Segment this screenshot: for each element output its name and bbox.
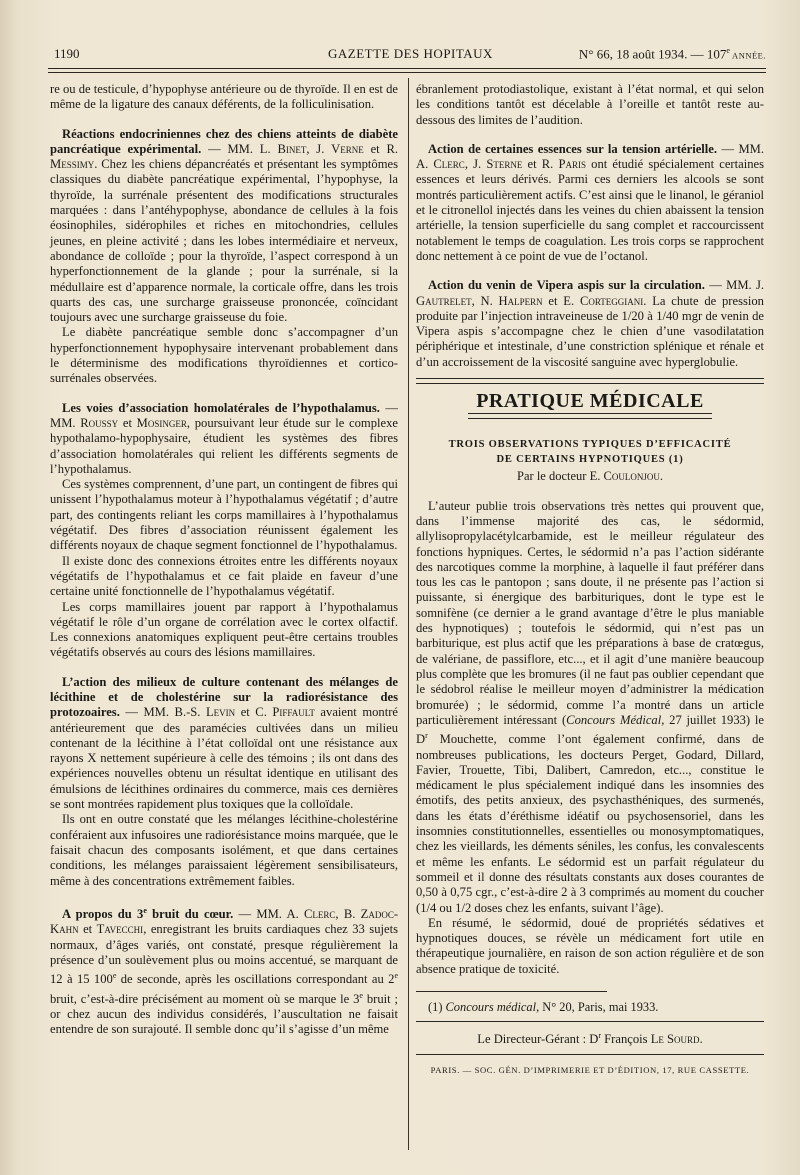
section-paragraph <box>416 278 764 370</box>
director-line <box>416 1028 764 1047</box>
reference-title: Concours Médical <box>566 712 662 727</box>
body-paragraph: Ces systèmes comprennent, d’une part, un contingent de fibres qui unissent l’hypothalamus moteur à l’hypothalamus végétatif ; d’autre part, des contingents reliant les corps mamillaires à l’hypothalamus végétatif. Des fibres d’association réunissent également les différents noyaux de chaque segment fonctionnel de l’hypothalamus. <box>50 477 398 553</box>
author-name: Tavecchi <box>96 922 144 937</box>
author-name: Halpern <box>498 293 543 308</box>
issue-suffix: ANNÉE. <box>729 50 766 61</box>
section-culture-media <box>50 675 398 889</box>
continuation-paragraph: ébranlement protodiastolique, existant à l’état normal, et qui selon les conditions tantôt est décelable à l’oreille et tantôt reste au-dessous des limites de l’audition. <box>416 82 764 127</box>
author-name: Sterne <box>486 157 523 172</box>
body-text: avaient montré antérieurement que des paramécies cultivées dans un milieu contenant de la lécithine à l’état colloïdal ont une résistance aux rayons X nettement supérieure à celle des témoins ; ils ont dans des expériences nouvelles obtenu un résultat identique en utilisant des émulsions de lécithines ordinaires du commerce, mais ces dernières se sont montrées rapidement plus toxiques que la colloïdale. <box>50 705 398 812</box>
title-text: bruit du cœur. <box>146 907 234 922</box>
journal-title: GAZETTE DES HOPITAUX <box>328 46 493 61</box>
left-column <box>50 82 398 1038</box>
author-prefix: Par le docteur E. <box>517 469 604 484</box>
body-text: bruit ; or chez aucun des individus considérés, l’auscultation ne faisait entendre de son surajouté. Il semble donc qu’il s’agisse d’un même <box>50 991 398 1037</box>
section-title: L’action des milieux de culture contenant des mélanges de lécithine et de cholestérine sur la radiorésistance des protozoaires. <box>50 674 398 720</box>
footnote-reference: Concours médical <box>445 1000 537 1015</box>
authors-text: — MM. B.-S. <box>119 705 206 720</box>
section-paragraph <box>50 903 398 1038</box>
author-name: Coulonjou <box>603 469 660 484</box>
director-firstname: François <box>601 1032 651 1047</box>
rubric-title: PRATIQUE MÉDICALE <box>476 390 704 413</box>
author-name: Verne <box>331 141 364 156</box>
body-text: , enregistrant les bruits cardiaques chez 33 sujets normaux, d’âges variés, ont constaté, presque régulièrement la présence d’un soulèvement plus ou moins accentué, se marquant de 12 à 15 100 <box>50 922 398 987</box>
author-name: Levin <box>205 705 236 720</box>
body-text: , poursuivant leur étude sur le complexe hypothalamo-hypophysaire, étudient les systèmes des fibres d’association homolatérales qui relient les différents segments de l’hypothalamus. <box>50 415 398 476</box>
body-text: ont étudié spécialement certaines essences et leurs dérivés. Parmi ces derniers les alcools se sont montrés particulièrement actifs. C’est ainsi que le linanol, le géraniol et le citronellol injectés dans les veines du chien abaissent la tension artérielle, la tension superficielle du sang complet et raccourcissent notablement le temps de coagulation. Les trois corps se rapprochent donc nettement à ce point de vue de l’octanol. <box>416 157 764 263</box>
director-surname: Le Sourd <box>650 1032 700 1047</box>
author-name: Piffault <box>272 705 315 720</box>
section-paragraph <box>50 675 398 813</box>
body-paragraph: Ils ont en outre constaté que les mélanges lécithine-cholestérine conféraient aux infusoires une radiorésistance moins marquée, que le faisait chacun des composants isolément, et que dans certaines conditions, les mélanges paraissaient légèrement sensibilisateurs, même à des concentrations extrêmement faibles. <box>50 812 398 888</box>
printer-imprint: PARIS. — SOC. GÉN. D’IMPRIMERIE ET D’ÉDITION, 17, RUE CASSETTE. <box>430 1064 750 1075</box>
director-label: Le Directeur-Gérant : D <box>477 1032 599 1047</box>
printer-rule <box>416 1054 764 1055</box>
body-text: L’auteur publie trois observations très nettes qui prouvent que, dans l’immense majorité des cas, le sédormid, allylisopropylacétylcarbamide, est le meilleur régulateur des fonctions hypniques. Certes, le sédormid n’a pas l’action sidérante des narcotiques comme la morphine, à laquelle il faut préférer dans tous les cas le pantopon ; sans doute, il ne présente pas l’action si puissante, si énergique des barbituriques, dont le type est le somnifène (ce dernier a le grand avantage d’être le plus maniable des hypnotiques) ; toutefois le sédormid, qui n’est pas un barbiturique, est plus actif que les préparations à base de cratœgus, de valériane, de passiflore, etc..., et il agit d’une manière beaucoup plus complète que les bromures (il ne faut pas oublier cependant que le sédobrol réalise le meilleur moyen d’administrer la médication bromurée) ; le sédormid, comme l’a montré dans un article particulièrement intéressant ( <box>416 498 764 727</box>
authors-text: — MM. <box>50 400 398 430</box>
article-author <box>416 469 764 484</box>
section-title: Les voies d’association homolatérales de l’hypothalamus. <box>62 400 380 415</box>
sup-text: r <box>425 731 428 741</box>
author-name: Paris <box>558 157 586 172</box>
title-text: A propos du 3 <box>62 907 144 922</box>
author-suffix: . <box>659 469 663 484</box>
authors-text: — MM. A. <box>233 907 305 922</box>
author-name: Messimy <box>50 157 95 172</box>
body-paragraph: Il existe donc des connexions étroites entre les différents noyaux végétatifs de l’hypothalamus et ce fait plaide en faveur d’une certaine unité fonctionnelle de l’hypothalamus végétatif. <box>50 553 398 599</box>
author-name: Roussy <box>80 415 119 430</box>
body-text: . La chute de pression produite par l’injection intraveineuse de 1/20 à 1/40 mgr de venin de Vipera aspis s’accompagne chez le chien d’une vasodilatation périphérique et intestinale, d’une constriction splénique et rénale et d’un accroissement de la viscosité sanguine avec hyperglobulie. <box>416 293 764 369</box>
header-rule <box>48 68 766 69</box>
page-number: 1190 <box>54 46 80 61</box>
section-paragraph <box>416 142 764 264</box>
column-separator <box>408 78 409 1150</box>
article-title <box>416 437 764 467</box>
body-text: , 27 juillet 1933) le D <box>416 712 765 747</box>
authors-text: , B. <box>335 907 361 922</box>
sup-text: e <box>394 971 398 981</box>
author-name: Clerc <box>433 157 465 172</box>
director-rule <box>416 1021 764 1022</box>
section-vipera-venom <box>416 278 764 370</box>
section-title: Action de certaines essences sur la tension artérielle. <box>428 141 718 156</box>
author-name: Gautrelet <box>416 293 472 308</box>
article-title-line: TROIS OBSERVATIONS TYPIQUES D’EFFICACITÉ <box>448 439 732 451</box>
article-title-line: DE CERTAINS HYPNOTIQUES (1) <box>496 454 684 466</box>
right-column <box>416 82 764 1078</box>
body-text: bruit, c’est-à-dire précisément au moment où se marque le 3 <box>50 991 360 1006</box>
authors-text: et C. <box>235 705 273 720</box>
authors-text: et <box>118 415 137 430</box>
sup-text: r <box>598 1031 602 1041</box>
author-name: Binet <box>277 141 307 156</box>
authors-text: et R. <box>363 141 399 156</box>
section-title: Réactions endocriniennes chez des chiens atteints de diabète pancréatique expérimental. <box>50 126 398 156</box>
body-text: Mouchette, comme l’ont également confirmé, dans de nombreuses publications, les docteurs Perget, Godard, Dillard, Favier, Trouette, Tibi, Dalibert, Camredon, etc..., constitue le médicament le plus spécialement indiqué dans les insomnies des émotifs, des petits anxieux, des psychasthéniques, des surmenés, dans les états d’éréthisme idéatif ou psychosensoriel, dans les insomnies constitutionnelles, essentielles ou monosymptomatiques, chez les vieillards, les déments séniles, les confus, les convalescents et même les enfants. Le sédormid est un parfait régulateur du sommeil et il donne des résultats constants aux doses courantes de 0,50 à 0,75 cgr., c’est-à-dire 2 à 3 comprimés au moment du coucher (1/4 ou 1/2 doses chez les enfants, suivant l’âge). <box>416 732 764 915</box>
body-text: de seconde, après les oscillations correspondant au 2 <box>116 972 395 987</box>
article-paragraph <box>416 499 764 916</box>
sup-text: e <box>112 971 117 981</box>
authors-text: — MM. L. <box>201 141 278 156</box>
author-name: Clerc <box>304 907 336 922</box>
authors-text: — MM. J. <box>704 278 765 293</box>
body-paragraph: Les corps mamillaires jouent par rapport à l’hypothalamus végétatif le rôle d’un organe de corrélation avec le cortex olfactif. Les connexions anatomiques expliquent peut-être certains troubles végétatifs observés au cours des lésions mamillaires. <box>50 599 398 660</box>
authors-text: , J. <box>306 141 332 156</box>
authors-text: , N. <box>471 293 499 308</box>
intro-paragraph: re ou de testicule, d’hypophyse antérieure ou de thyroïde. Il en est de même de la ligature des canaux déférents, de la folliculinisation. <box>50 82 398 112</box>
author-name: Corteggiani <box>579 293 644 308</box>
director-suffix: . <box>699 1032 703 1047</box>
footnote <box>416 1000 764 1015</box>
section-third-heart-sound <box>50 903 398 1038</box>
sup-text: e <box>359 990 363 1000</box>
authors-text: et <box>78 922 97 937</box>
authors-text: et R. <box>522 157 559 172</box>
author-name: Zadoc-Kahn <box>50 907 399 937</box>
page-header <box>48 40 766 62</box>
rubric-rule-bottom <box>468 413 712 419</box>
body-text: . Chez les chiens dépancréatés et présentant les symptômes classiques du diabète pancréatique expérimental, l’hypophyse, la thyroïde, la surrénale présentent des modifications structurales marquées : dans l’antéhypophyse, abondance de cellules à la fois éosinophiles, sidérophiles et riches en mitochondries, cellules jeunes, en pleine activité ; dans les lobes intermédiaire et nerveux, abondance de colloïde ; pour la thyroïde, l’aspect correspond à un hyperfonctionnement de la glande ; pour la surrénale, si la médullaire est d’apparence normale, la corticale offre, dans les trois quarts des cas, une surcharge graisseuse prononcée, coïncidant toujours avec une surcharge graisseuse du foie. <box>50 157 398 325</box>
issue-info <box>579 46 766 62</box>
title-sup: e <box>143 905 147 915</box>
issue-text: N° 66, 18 août 1934. — 107 <box>578 46 727 62</box>
body-paragraph: Le diabète pancréatique semble donc s’accompagner d’un hyperfonctionnement hypophysaire intervenant probablement dans le déterminisme des modifications thyroïdiennes et cortico-surrénales observées. <box>50 325 398 386</box>
section-endocrine-reactions <box>50 127 398 387</box>
footnote-number: (1) <box>428 1000 446 1015</box>
authors-text: — MM. A. <box>416 141 764 172</box>
footnote-rule <box>416 991 607 992</box>
rubric-rule-top <box>416 378 764 384</box>
issue-sup: e <box>726 46 730 55</box>
section-title: Action du venin de Vipera aspis sur la circulation. <box>428 278 705 293</box>
header-rule-thin <box>48 72 766 73</box>
section-paragraph <box>50 127 398 326</box>
section-essences <box>416 142 764 264</box>
article-paragraph: En résumé, le sédormid, doué de propriétés sédatives et hypnotiques douces, se révèle un médicament fort utile en thérapeutique journalière, en raison de son action régulière et de son absence pratique de toxicité. <box>416 915 764 976</box>
footnote-text: , N° 20, Paris, mai 1933. <box>536 1000 659 1015</box>
section-paragraph <box>50 401 398 477</box>
section-title <box>62 907 233 921</box>
authors-text: , J. <box>464 157 487 172</box>
section-hypothalamus <box>50 401 398 661</box>
authors-text: et E. <box>542 293 580 308</box>
author-name: Mosinger <box>136 415 187 430</box>
